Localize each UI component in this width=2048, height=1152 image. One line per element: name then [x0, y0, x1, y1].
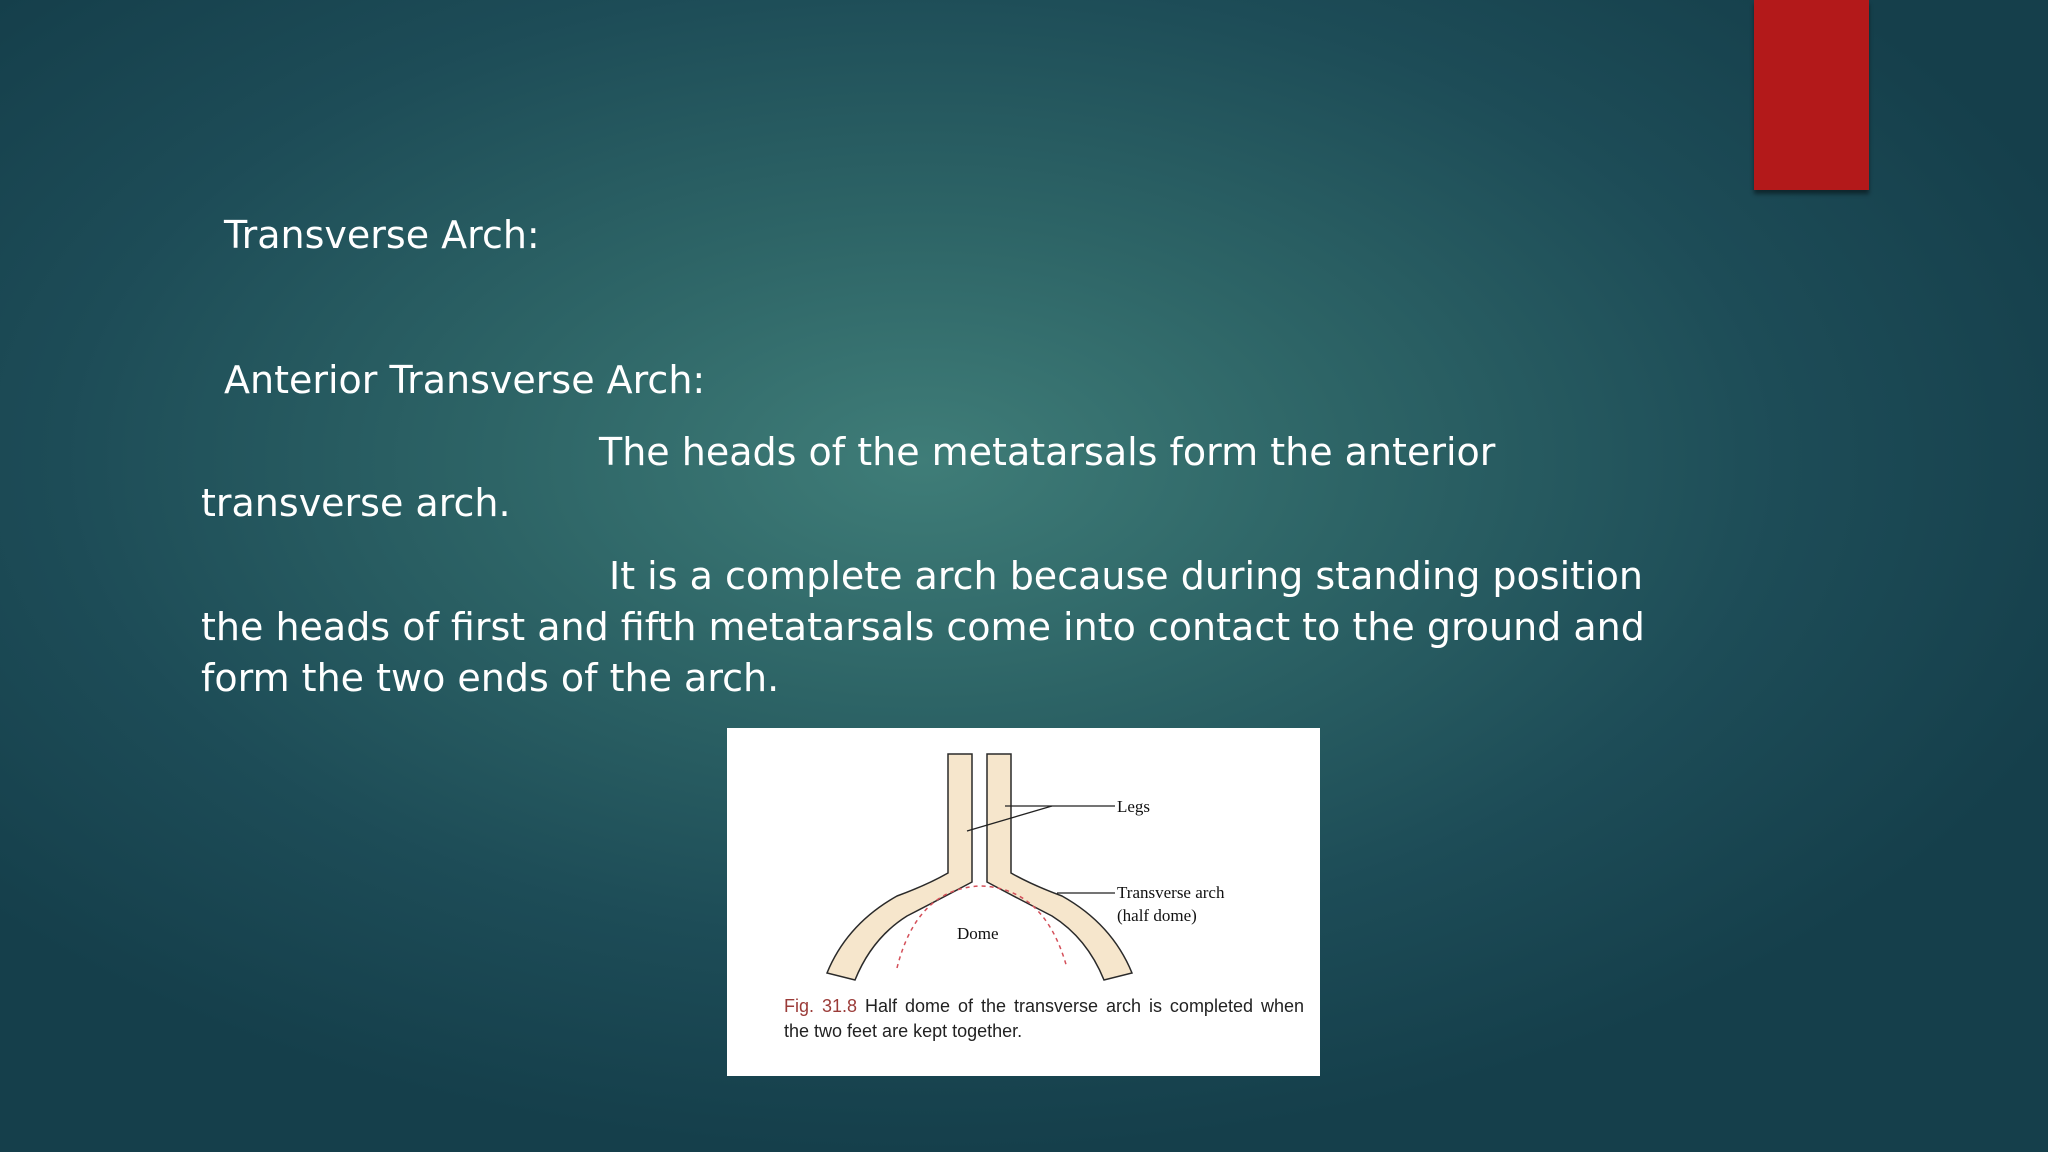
caption-figure-number: Fig. 31.8 [784, 996, 858, 1016]
label-dome: Dome [957, 924, 999, 943]
transverse-arch-figure [727, 728, 1320, 1076]
figure-caption [784, 994, 1304, 1044]
label-legs: Legs [1117, 797, 1151, 816]
left-half-arch [827, 754, 972, 980]
heading-transverse-arch: Transverse Arch: [224, 213, 540, 257]
paragraph-complete-arch: It is a complete arch because during standing position the heads of first and fifth metatarsals come into contact to the ground and form the two ends of the arch. [201, 554, 1657, 700]
accent-bar [1754, 0, 1869, 190]
caption-text: Half dome of the transverse arch is completed when the two feet are kept together. [784, 996, 1304, 1041]
arch-diagram [727, 728, 1320, 988]
heading-anterior-transverse-arch: Anterior Transverse Arch: [224, 358, 706, 402]
label-half-dome: (half dome) [1117, 906, 1197, 925]
label-transverse-arch: Transverse arch [1117, 883, 1225, 902]
paragraph-metatarsal-heads: The heads of the metatarsals form the anterior transverse arch. [201, 430, 1508, 525]
